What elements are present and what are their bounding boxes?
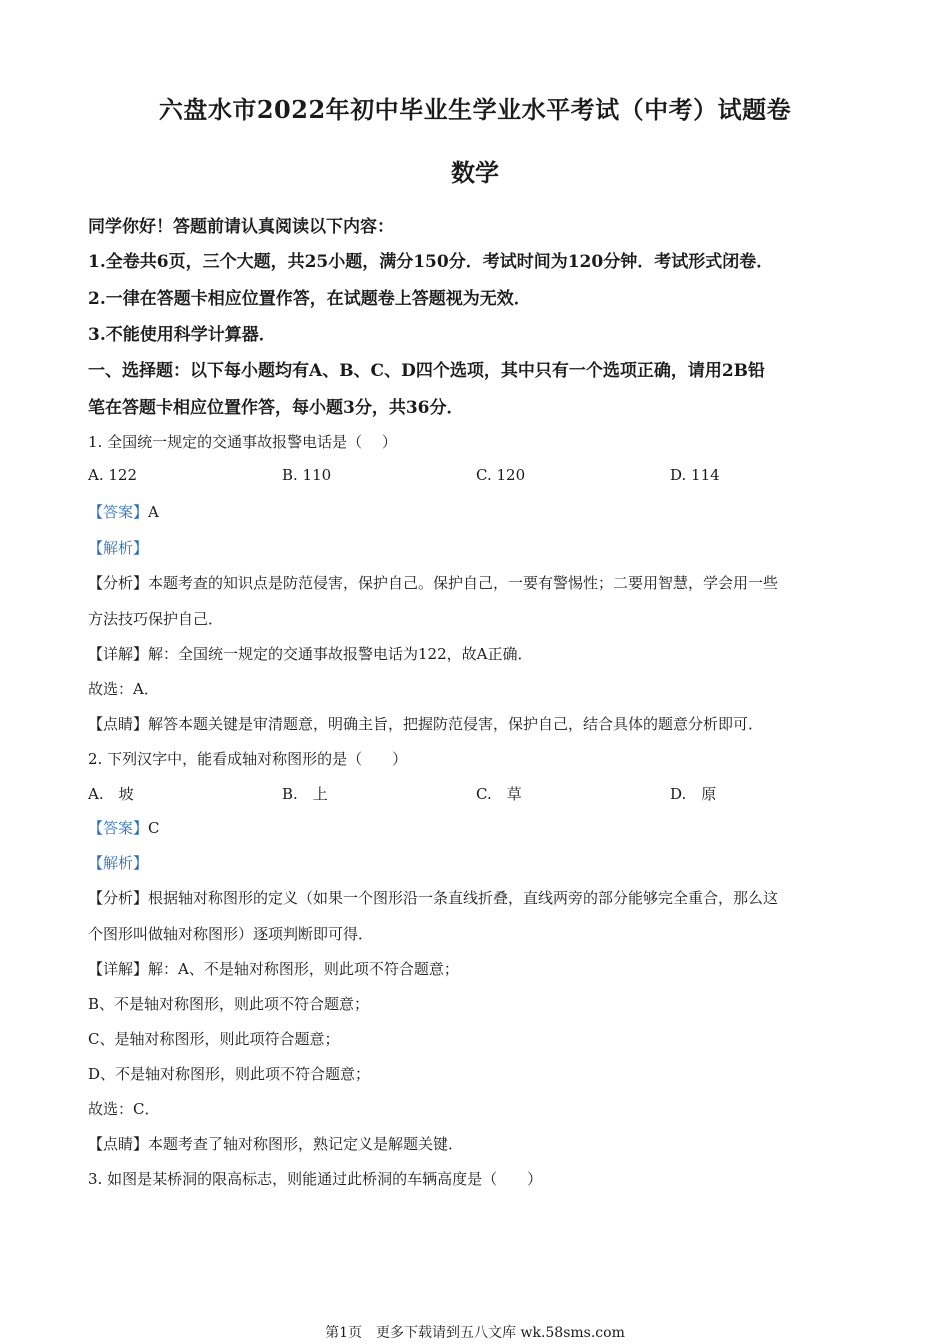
answer-tag: 【答案】 — [88, 819, 149, 837]
q3-stem: 3. 如图是某桥洞的限高标志，则能通过此桥洞的车辆高度是（ ） — [88, 1170, 543, 1188]
q1-fenxi-line-1: 【分析】本题考查的知识点是防范侵害，保护自己。保护自己，一要有警惕性；二要用智慧，学会用一些 — [88, 574, 779, 592]
instruction-item-1: 1.全卷共6页，三个大题，共25小题，满分150分．考试时间为120分钟．考试形式闭卷． — [88, 252, 774, 272]
instruction-item-2: 2.一律在答题卡相应位置作答，在试题卷上答题视为无效． — [88, 289, 531, 309]
page-title: 六盘水市2022年初中毕业生学业水平考试（中考）试题卷 — [158, 95, 792, 124]
instructions-greeting: 同学你好！答题前请认真阅读以下内容： — [88, 217, 394, 237]
q2-option-d: D. 原 — [670, 785, 717, 803]
q1-option-d: D. 114 — [670, 466, 720, 484]
q2-answer-value: C — [148, 819, 160, 837]
page-footer: 第1页 更多下载请到五八文库 wk.58sms.com — [325, 1325, 625, 1341]
q2-stem: 2. 下列汉字中，能看成轴对称图形的是（ ） — [88, 750, 408, 768]
q1-option-a: A. 122 — [88, 466, 137, 484]
q2-detail-b: B、不是轴对称图形，则此项不符合题意； — [88, 995, 370, 1013]
q1-xiangjie: 【详解】解：全国统一规定的交通事故报警电话为122，故A正确． — [88, 645, 533, 663]
subject-title: 数学 — [451, 158, 499, 187]
q2-detail-c: C、是轴对称图形，则此项符合题意； — [88, 1030, 340, 1048]
q2-xiangjie: 【详解】解：A、不是轴对称图形，则此项不符合题意； — [88, 960, 459, 978]
q1-fenxi-line-2: 方法技巧保护自己． — [88, 610, 224, 628]
q2-option-c: C. 草 — [476, 785, 522, 803]
section-heading-line-1: 一、选择题：以下每小题均有A、B、C、D四个选项，其中只有一个选项正确，请用2B铅 — [88, 361, 766, 381]
instruction-item-3: 3.不能使用科学计算器． — [88, 325, 276, 345]
answer-tag: 【答案】 — [88, 503, 149, 521]
q2-answer-line — [88, 817, 862, 838]
q2-analysis-tag: 【解析】 — [88, 854, 149, 872]
q1-option-c: C. 120 — [476, 466, 526, 484]
q2-fenxi-line-2: 个图形叫做轴对称图形）逐项判断即可得． — [88, 925, 374, 943]
q1-answer-line — [88, 501, 862, 522]
q1-analysis-tag: 【解析】 — [88, 539, 149, 557]
q1-option-b: B. 110 — [282, 466, 332, 484]
q2-option-b: B. 上 — [282, 785, 328, 803]
section-heading-line-2: 笔在答题卡相应位置作答，每小题3分，共36分． — [88, 398, 464, 418]
q2-detail-d: D、不是轴对称图形，则此项不符合题意； — [88, 1065, 371, 1083]
q1-guxuan: 故选：A． — [88, 680, 159, 698]
q1-dianjing: 【点睛】解答本题关键是审清题意，明确主旨，把握防范侵害，保护自己，结合具体的题意分析即可． — [88, 715, 764, 733]
q1-answer-value: A — [148, 503, 159, 521]
q1-stem: 1. 全国统一规定的交通事故报警电话是（ ） — [88, 433, 397, 451]
q2-dianjing: 【点睛】本题考查了轴对称图形，熟记定义是解题关键． — [88, 1135, 464, 1153]
q2-option-a: A. 坡 — [88, 785, 134, 803]
q2-guxuan: 故选：C． — [88, 1100, 160, 1118]
q2-fenxi-line-1: 【分析】根据轴对称图形的定义（如果一个图形沿一条直线折叠，直线两旁的部分能够完全重合，那么这 — [88, 889, 779, 907]
